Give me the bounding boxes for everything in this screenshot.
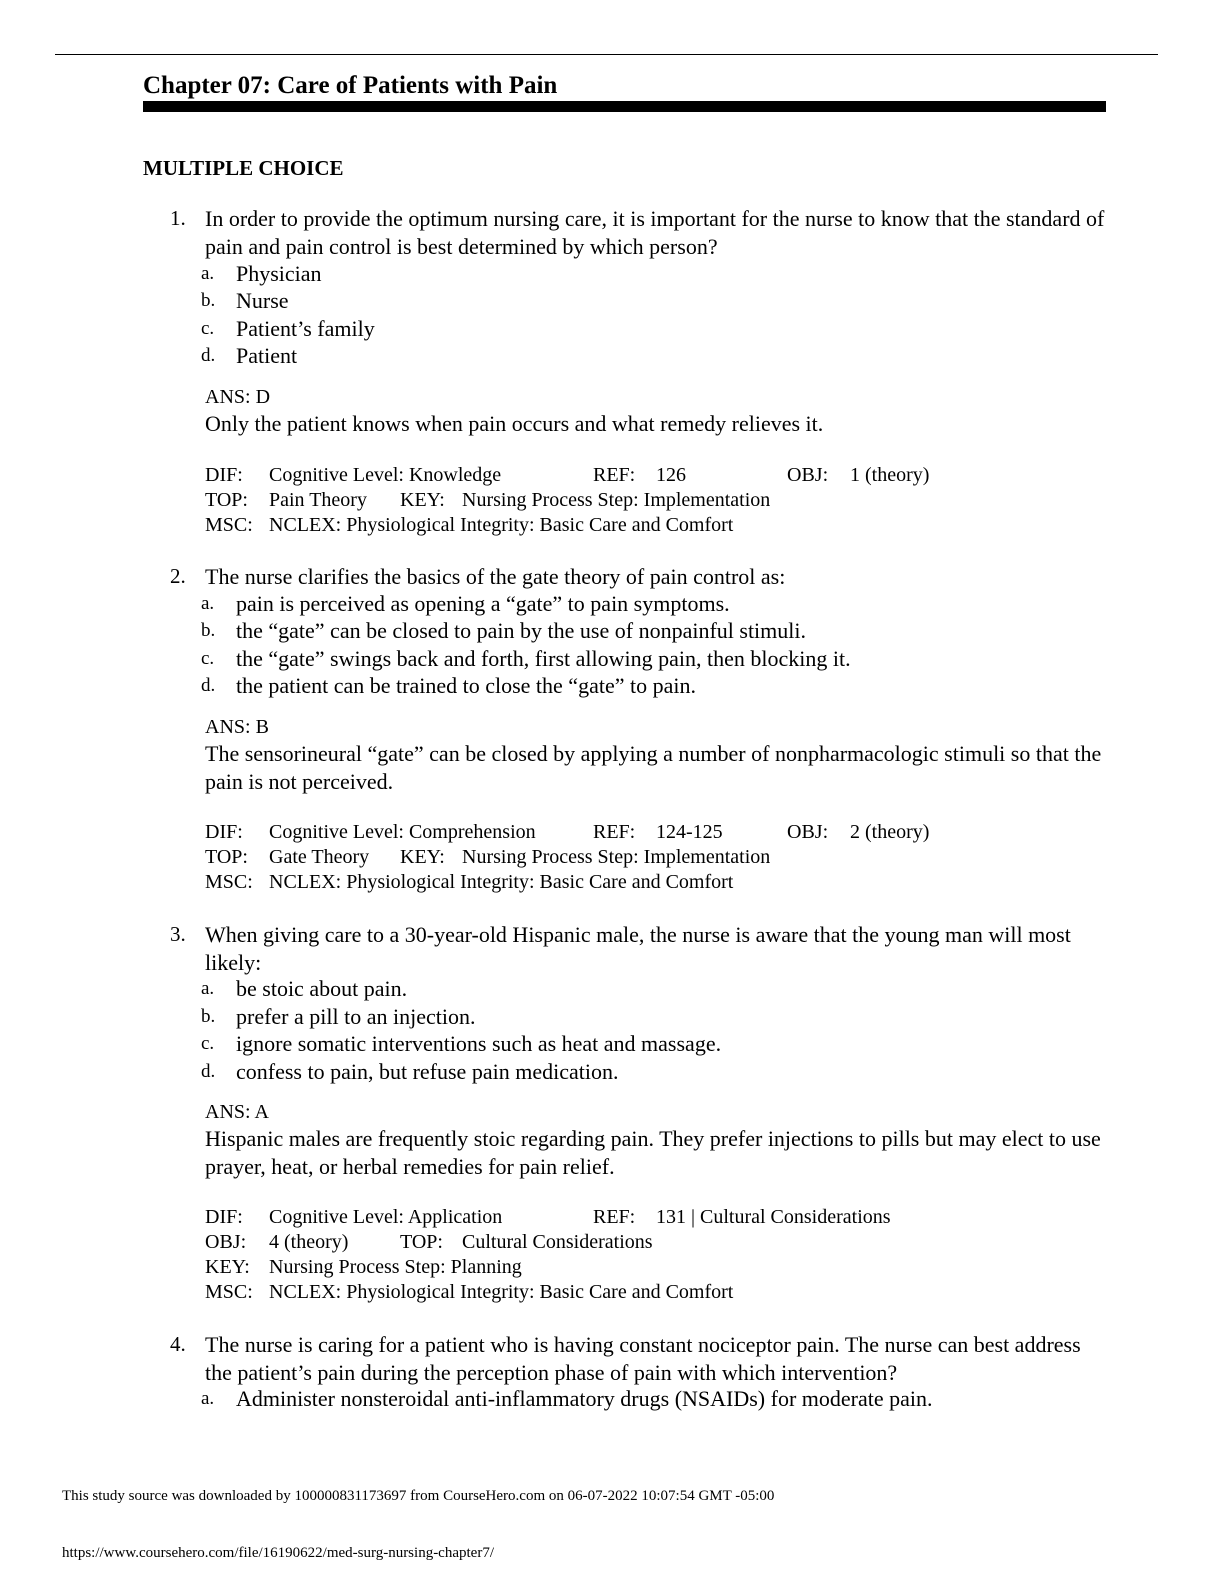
rationale: The sensorineural “gate” can be closed by applying a number of nonpharmacologic stimuli so that the pain is not perceived. [205, 741, 1102, 794]
question-stem: The nurse clarifies the basics of the gate theory of pain control as: [205, 564, 786, 589]
meta-value-ref: 124-125 [656, 821, 723, 843]
meta-value-ref: 131 | Cultural Considerations [656, 1206, 891, 1228]
option-text: Physician [236, 261, 322, 286]
meta-label-obj: OBJ: [205, 1231, 247, 1253]
meta-value-dif: Cognitive Level: Comprehension [269, 821, 536, 843]
top-rule [55, 54, 1158, 55]
meta-value-obj: 4 (theory) [269, 1231, 349, 1253]
meta-value-ref: 126 [656, 464, 686, 486]
rationale: Only the patient knows when pain occurs and what remedy relieves it. [205, 411, 824, 436]
option-text: Patient’s family [236, 316, 375, 341]
option-text: Administer nonsteroidal anti-inflammatory drugs (NSAIDs) for moderate pain. [236, 1386, 933, 1411]
meta-label-ref: REF: [593, 464, 636, 486]
meta-label-top: TOP: [400, 1231, 443, 1253]
meta-label-dif: DIF: [205, 1206, 243, 1228]
option-letter: b. [201, 620, 216, 641]
option-letter: b. [201, 290, 216, 311]
option-text: the “gate” swings back and forth, first allowing pain, then blocking it. [236, 646, 851, 671]
option-text: pain is perceived as opening a “gate” to pain symptoms. [236, 591, 730, 616]
meta-value-obj: 2 (theory) [850, 821, 930, 843]
footer-url: https://www.coursehero.com/file/16190622/med-surg-nursing-chapter7/ [62, 1545, 494, 1561]
meta-label-key: KEY: [400, 846, 445, 868]
chapter-title: Chapter 07: Care of Patients with Pain [143, 72, 558, 99]
option-text: Patient [236, 343, 298, 368]
meta-value-obj: 1 (theory) [850, 464, 930, 486]
meta-label-obj: OBJ: [787, 464, 829, 486]
option-letter: b. [201, 1006, 216, 1027]
meta-label-dif: DIF: [205, 464, 243, 486]
rationale: Hispanic males are frequently stoic regarding pain. They prefer injections to pills but may elect to use prayer, heat, or herbal remedies for pain relief. [205, 1126, 1101, 1179]
option-text: the “gate” can be closed to pain by the use of nonpainful stimuli. [236, 618, 807, 643]
option-letter: a. [201, 978, 215, 999]
meta-label-msc: MSC: [205, 514, 253, 536]
meta-value-msc: NCLEX: Physiological Integrity: Basic Care and Comfort [269, 871, 734, 893]
meta-label-key: KEY: [205, 1256, 250, 1278]
question-number: 1. [170, 206, 186, 230]
meta-value-top: Gate Theory [269, 846, 370, 868]
meta-value-msc: NCLEX: Physiological Integrity: Basic Care and Comfort [269, 514, 734, 536]
option-text: confess to pain, but refuse pain medication. [236, 1059, 619, 1084]
meta-label-top: TOP: [205, 846, 248, 868]
option-text: the patient can be trained to close the “gate” to pain. [236, 673, 696, 698]
question-stem: When giving care to a 30-year-old Hispanic male, the nurse is aware that the young man will most likely: [205, 922, 1071, 975]
meta-label-top: TOP: [205, 489, 248, 511]
option-letter: c. [201, 318, 215, 339]
section-heading: MULTIPLE CHOICE [143, 156, 344, 180]
question-number: 3. [170, 922, 186, 946]
question-number: 2. [170, 564, 186, 588]
footer-source-notice: This study source was downloaded by 100000831173697 from CourseHero.com on 06-07-2022 10:07:54 GMT -05:00 [62, 1488, 775, 1504]
meta-value-top: Pain Theory [269, 489, 367, 511]
option-letter: d. [201, 1061, 216, 1082]
meta-value-key: Nursing Process Step: Planning [269, 1256, 522, 1278]
meta-label-key: KEY: [400, 489, 445, 511]
question-stem: In order to provide the optimum nursing care, it is important for the nurse to know that the standard of pain and pain control is best determined by which person? [205, 206, 1105, 259]
option-letter: c. [201, 1033, 215, 1054]
option-letter: a. [201, 1388, 215, 1409]
option-letter: c. [201, 648, 215, 669]
meta-value-top: Cultural Considerations [462, 1231, 653, 1253]
meta-value-key: Nursing Process Step: Implementation [462, 489, 771, 511]
answer-key: ANS: D [205, 386, 271, 408]
title-bar [143, 101, 1106, 112]
option-letter: d. [201, 345, 216, 366]
option-letter: d. [201, 675, 216, 696]
meta-label-ref: REF: [593, 821, 636, 843]
option-text: be stoic about pain. [236, 976, 408, 1001]
question-number: 4. [170, 1332, 186, 1356]
answer-key: ANS: A [205, 1101, 269, 1123]
meta-label-dif: DIF: [205, 821, 243, 843]
option-text: prefer a pill to an injection. [236, 1004, 476, 1029]
meta-value-dif: Cognitive Level: Application [269, 1206, 503, 1228]
meta-label-obj: OBJ: [787, 821, 829, 843]
option-letter: a. [201, 593, 215, 614]
meta-label-ref: REF: [593, 1206, 636, 1228]
question-stem: The nurse is caring for a patient who is having constant nociceptor pain. The nurse can best address the patient’s pain during the perception phase of pain with which intervention? [205, 1332, 1081, 1385]
meta-label-msc: MSC: [205, 871, 253, 893]
meta-value-key: Nursing Process Step: Implementation [462, 846, 771, 868]
meta-value-dif: Cognitive Level: Knowledge [269, 464, 502, 486]
meta-label-msc: MSC: [205, 1281, 253, 1303]
meta-value-msc: NCLEX: Physiological Integrity: Basic Care and Comfort [269, 1281, 734, 1303]
option-letter: a. [201, 263, 215, 284]
option-text: Nurse [236, 288, 289, 313]
answer-key: ANS: B [205, 716, 269, 738]
option-text: ignore somatic interventions such as heat and massage. [236, 1031, 722, 1056]
